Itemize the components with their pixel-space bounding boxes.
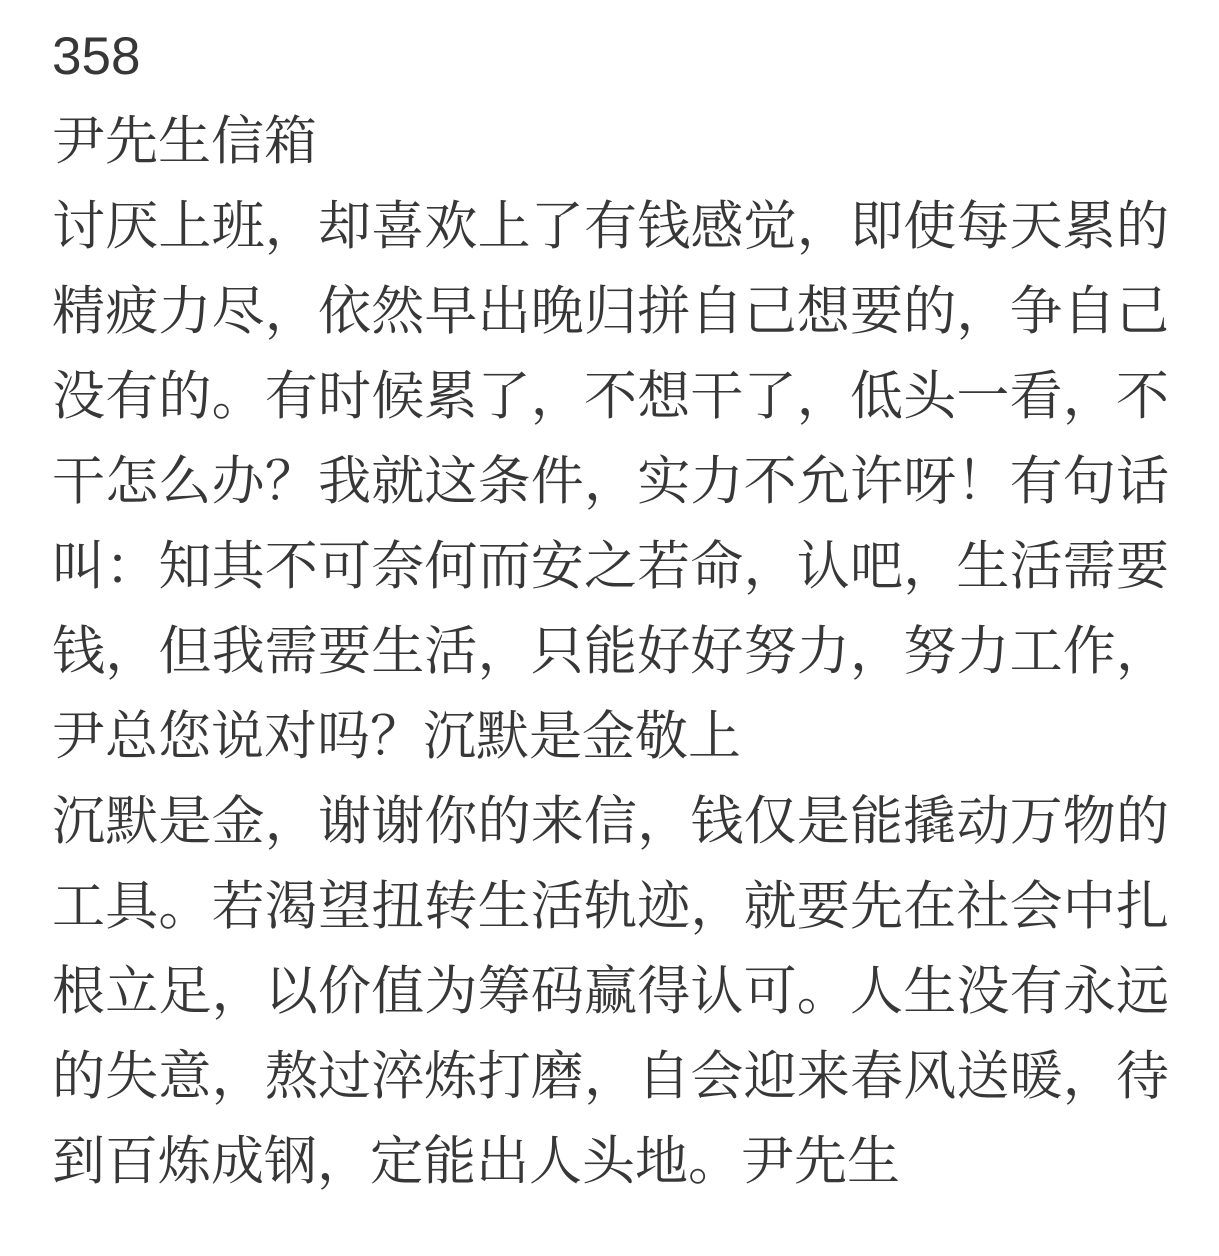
page-title: 尹先生信箱 (52, 112, 317, 171)
letter-paragraph: 讨厌上班，却喜欢上了有钱感觉，即使每天累的精疲力尽，依然早出晚归拼自己想要的，争自己没有的。有时候累了，不想干了，低头一看，不干怎么办？我就这条件，实力不允许呀！有句话叫：知其不可奈何而安之若命，认吧，生活需要钱，但我需要生活，只能好好努力，努力工作，尹总您说对吗？沉默是金敬上 (52, 197, 1169, 766)
page-number: 358 (52, 27, 141, 86)
reply-paragraph: 沉默是金，谢谢你的来信，钱仅是能撬动万物的工具。若渴望扭转生活轨迹，就要先在社会中扎根立足，以价值为筹码赢得认可。人生没有永远的失意，熬过淬炼打磨，自会迎来春风送暖，待到百炼成钢，定能出人头地。尹先生 (52, 792, 1169, 1191)
